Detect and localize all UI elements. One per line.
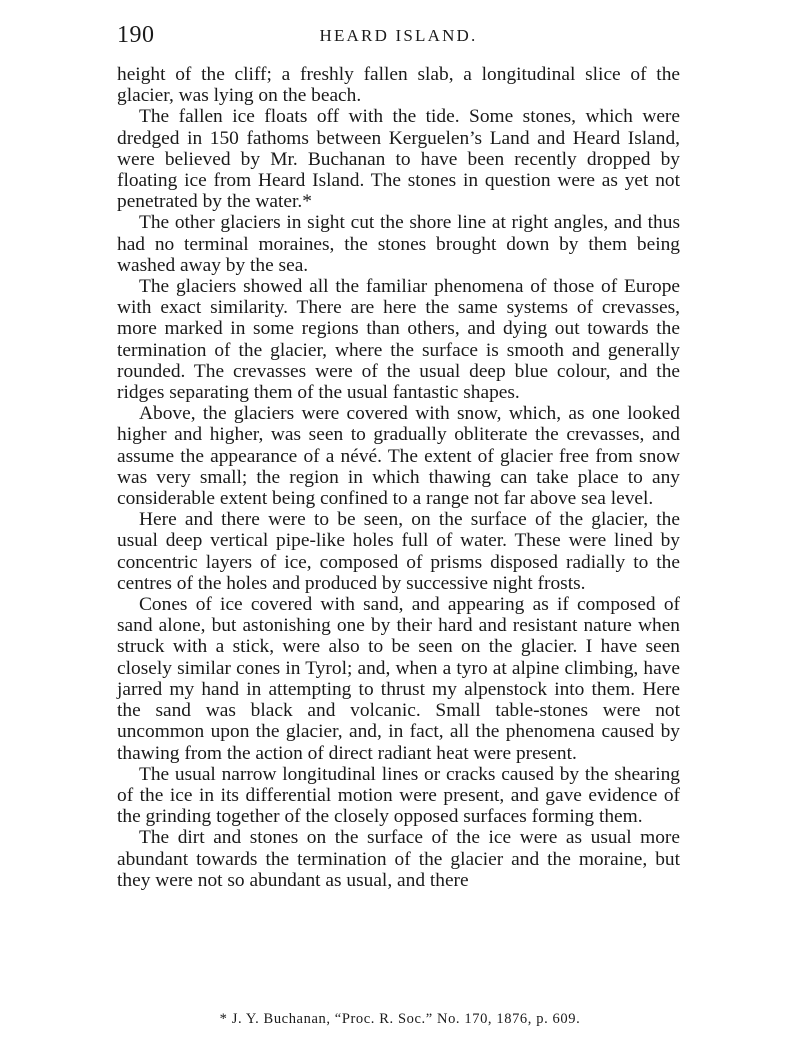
paragraph: The fallen ice floats off with the tide. Some stones, which were dredged in 150 fathoms between Kerguelen’s Land and Heard Island, were believed by Mr. Buchanan to have been recently dropped by floating ice from Heard Island. The stones in question were as yet not penetrated by the water.* [117, 106, 680, 213]
page-header [117, 22, 680, 52]
body-text [117, 64, 680, 891]
page-number: 190 [117, 22, 155, 48]
paragraph: Above, the glaciers were covered with snow, which, as one looked higher and higher, was seen to gradually obliterate the crevasses, and assume the appearance of a névé. The extent of glacier free from snow was very small; the region in which thawing can take place to any considerable extent being confined to a range not far above sea level. [117, 403, 680, 510]
paragraph: The usual narrow longitudinal lines or cracks caused by the shearing of the ice in its differential motion were present, and gave evidence of the grinding together of the closely opposed surfaces forming them. [117, 763, 680, 828]
paragraph: The other glaciers in sight cut the shore line at right angles, and thus had no terminal moraines, the stones brought down by them being washed away by the sea. [117, 212, 680, 276]
paragraph: Cones of ice covered with sand, and appearing as if composed of sand alone, but astonishing one by their hard and resistant nature when struck with a stick, were also to be seen on the glacier. I have seen closely similar cones in Tyrol; and, when a tyro at alpine climbing, have jarred my hand in attempting to thrust my alpenstock into them. Here the sand was black and volcanic. Small table-stones were not uncommon upon the glacier, and, in fact, all the phenomena caused by thawing from the action of direct radiant heat were present. [117, 594, 680, 764]
paragraph: The glaciers showed all the familiar phenomena of those of Europe with exact similarity. There are here the same systems of crevasses, more marked in some regions than others, and dying out towards the termination of the glacier, where the surface is smooth and generally rounded. The crevasses were of the usual deep blue colour, and the ridges separating them of the usual fantastic shapes. [117, 276, 680, 404]
paragraph: Here and there were to be seen, on the surface of the glacier, the usual deep vertical pipe-like holes full of water. These were lined by concentric layers of ice, composed of prisms disposed radially to the centres of the holes and produced by successive night frosts. [117, 509, 680, 594]
paragraph-continuation: height of the cliff; a freshly fallen slab, a longitudinal slice of the glacier, was lying on the beach. [117, 64, 680, 107]
running-head: HEARD ISLAND. [319, 26, 478, 45]
footnote: * J. Y. Buchanan, “Proc. R. Soc.” No. 170, 1876, p. 609. [219, 1011, 581, 1027]
paragraph: The dirt and stones on the surface of the ice were as usual more abundant towards the termination of the glacier and the moraine, but they were not so abundant as usual, and there [117, 827, 680, 891]
